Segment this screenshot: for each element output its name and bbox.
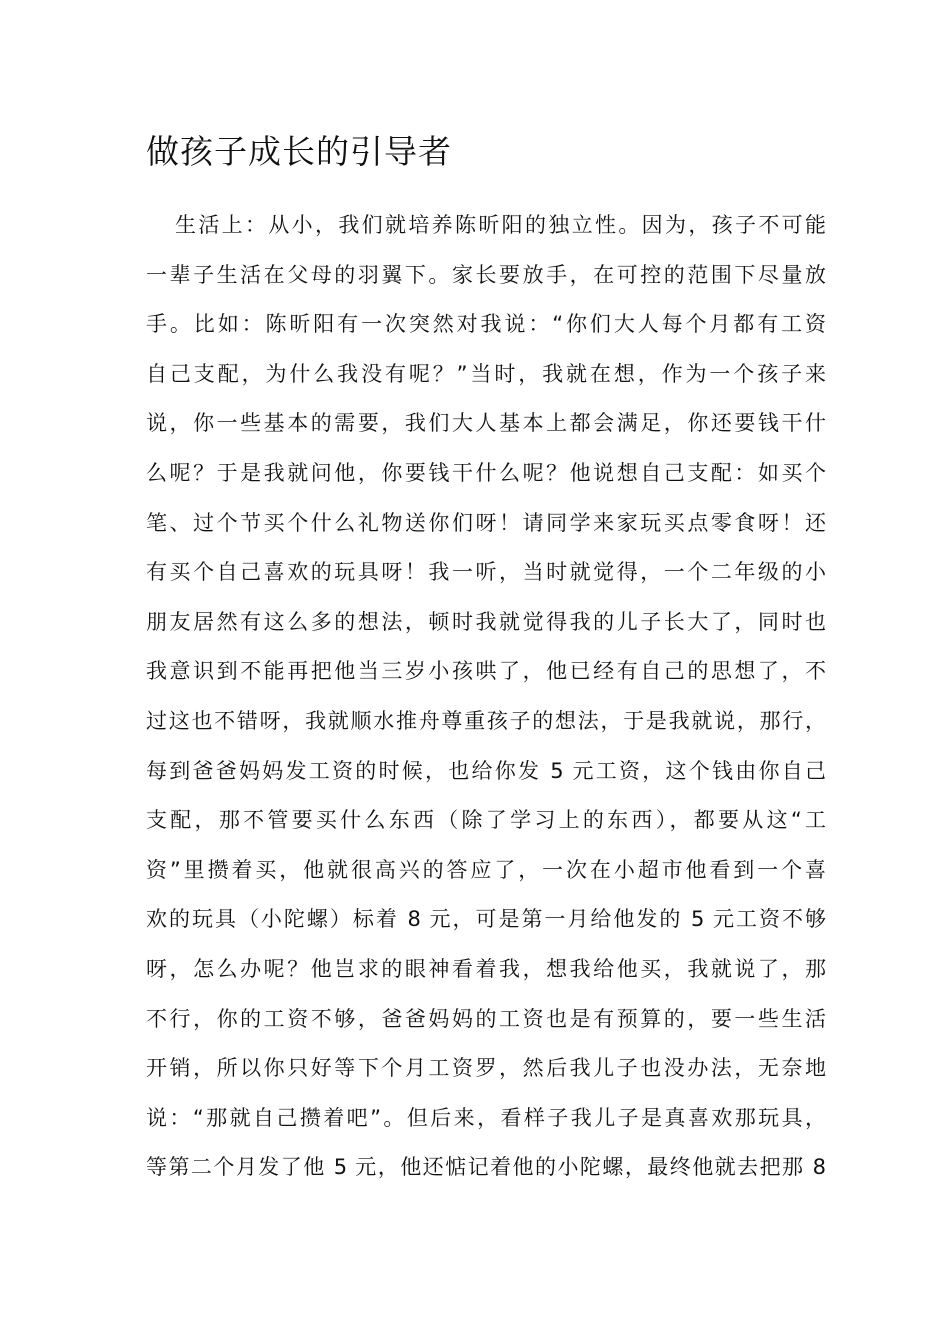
- paragraph-line: 手。比如：陈昕阳有一次突然对我说：“你们大人每个月都有工资: [146, 312, 826, 337]
- paragraph-line: 开销，所以你只好等下个月工资罗，然后我儿子也没办法，无奈地: [146, 1056, 826, 1081]
- paragraph-line: 资”里攒着买，他就很高兴的答应了，一次在小超市他看到一个喜: [146, 857, 826, 882]
- paragraph-line: 自己支配，为什么我没有呢？”当时，我就在想，作为一个孩子来: [146, 361, 826, 386]
- paragraph-line: 每到爸爸妈妈发工资的时候，也给你发 5 元工资，这个钱由你自己: [146, 758, 826, 783]
- paragraph-line: 我意识到不能再把他当三岁小孩哄了，他已经有自己的思想了，不: [146, 659, 826, 684]
- paragraph-line: 生活上：从小，我们就培养陈昕阳的独立性。因为，孩子不可能: [175, 213, 826, 237]
- paragraph-line: 一辈子生活在父母的羽翼下。家长要放手，在可控的范围下尽量放: [146, 262, 826, 287]
- document-title: 做孩子成长的引导者: [146, 132, 452, 171]
- paragraph-line: 呀，怎么办呢？他岂求的眼神看着我，想我给他买，我就说了，那: [146, 956, 826, 981]
- paragraph-line: 有买个自己喜欢的玩具呀！我一听，当时就觉得，一个二年级的小: [146, 560, 826, 585]
- paragraph-line: 过这也不错呀，我就顺水推舟尊重孩子的想法，于是我就说，那行，: [146, 708, 826, 733]
- paragraph-line: 支配，那不管要买什么东西（除了学习上的东西），都要从这“工: [146, 808, 826, 833]
- paragraph-line: 说：“那就自己攒着吧”。但后来，看样子我儿子是真喜欢那玩具，: [146, 1105, 826, 1130]
- body-paragraph: [146, 201, 826, 1193]
- paragraph-line: 笔、过个节买个什么礼物送你们呀！请同学来家玩买点零食呀！还: [146, 510, 826, 535]
- paragraph-line: 朋友居然有这么多的想法，顿时我就觉得我的儿子长大了，同时也: [146, 609, 826, 634]
- paragraph-line: 欢的玩具（小陀螺）标着 8 元，可是第一月给他发的 5 元工资不够: [146, 907, 826, 932]
- paragraph-line: 么呢？于是我就问他，你要钱干什么呢？他说想自己支配：如买个: [146, 460, 826, 485]
- paragraph-line: 等第二个月发了他 5 元，他还惦记着他的小陀螺，最终他就去把那 8: [146, 1155, 826, 1180]
- paragraph-line: 不行，你的工资不够，爸爸妈妈的工资也是有预算的，要一些生活: [146, 1006, 826, 1031]
- paragraph-line: 说，你一些基本的需要，我们大人基本上都会满足，你还要钱干什: [146, 411, 826, 436]
